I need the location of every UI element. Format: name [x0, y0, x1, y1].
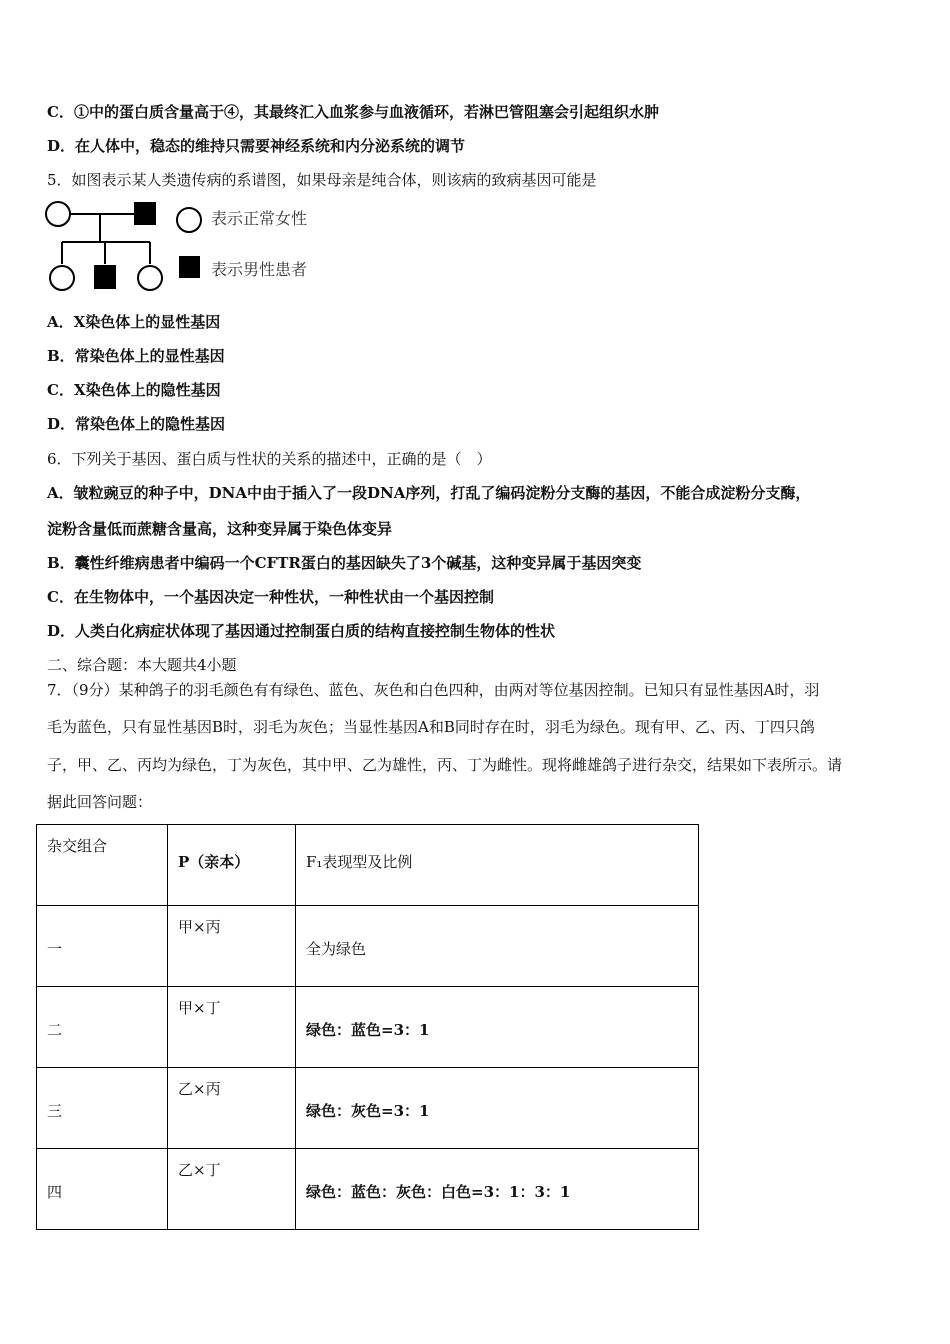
- cell-parents: 甲×丙: [168, 906, 296, 987]
- cell-cross: 一: [37, 906, 168, 987]
- table-row: [37, 987, 699, 1068]
- q6-option-c: C．在生物体中，一个基因决定一种性状，一种性状由一个基因控制: [47, 588, 494, 606]
- cross-results-table: [36, 824, 699, 1230]
- cell-parents: 甲×丁: [168, 987, 296, 1068]
- cell-cross: 三: [37, 1068, 168, 1149]
- cell-f1: 绿色：蓝色：灰色：白色=3：1：3：1: [296, 1149, 699, 1230]
- cell-cross: 二: [37, 987, 168, 1068]
- q4-option-d: D．在人体中，稳态的维持只需要神经系统和内分泌系统的调节: [47, 137, 466, 155]
- table-row: [37, 906, 699, 987]
- q6-option-b: B．囊性纤维病患者中编码一个CFTR蛋白的基因缺失了3个碱基，这种变异属于基因突变: [47, 554, 642, 572]
- cell-f1: 绿色：蓝色=3：1: [296, 987, 699, 1068]
- q6-option-d: D．人类白化病症状体现了基因通过控制蛋白质的结构直接控制生物体的性状: [47, 622, 556, 640]
- q5-option-c: C．X染色体上的隐性基因: [47, 381, 221, 399]
- q6-option-a-cont: 淀粉含量低而蔗糖含量高，这种变异属于染色体变异: [47, 520, 393, 538]
- legend-female: 表示正常女性: [211, 209, 308, 228]
- q5-option-d: D．常染色体上的隐性基因: [47, 415, 226, 433]
- cell-cross: 四: [37, 1149, 168, 1230]
- q7-line-1: 7．（9分）某种鸽子的羽毛颜色有有绿色、蓝色、灰色和白色四种，由两对等位基因控制。已知只有显性基因A时，羽: [47, 681, 820, 699]
- female-legend-icon: [176, 206, 202, 234]
- section-heading: 二、综合题：本大题共4小题: [47, 656, 237, 674]
- q5-stem: 5．如图表示某人类遗传病的系谱图，如果母亲是纯合体，则该病的致病基因可能是: [47, 171, 597, 189]
- table-header-row: [37, 825, 699, 906]
- q4-option-c: C．①中的蛋白质含量高于④，其最终汇入血浆参与血液循环，若淋巴管阻塞会引起组织水肿: [47, 103, 659, 121]
- q5-option-b: B．常染色体上的显性基因: [47, 347, 225, 365]
- header-f1: F₁表现型及比例: [296, 825, 699, 906]
- legend-male: 表示男性患者: [211, 260, 308, 279]
- header-cross: 杂交组合: [37, 825, 168, 906]
- q7-line-4: 据此回答问题：: [47, 793, 153, 811]
- table-row: [37, 1149, 699, 1230]
- table-row: [37, 1068, 699, 1149]
- q7-line-2: 毛为蓝色，只有显性基因B时，羽毛为灰色；当显性基因A和B同时存在时，羽毛为绿色。现有甲、乙、丙、丁四只鸽: [47, 718, 815, 736]
- q6-stem: 6．下列关于基因、蛋白质与性状的关系的描述中，正确的是（ ）: [47, 450, 492, 468]
- q5-option-a: A．X染色体上的显性基因: [47, 313, 221, 331]
- cell-f1: 绿色：灰色=3：1: [296, 1068, 699, 1149]
- cell-f1: 全为绿色: [296, 906, 699, 987]
- header-parents: P（亲本）: [168, 825, 296, 906]
- male-patient-legend-icon: [179, 256, 201, 280]
- cell-parents: 乙×丙: [168, 1068, 296, 1149]
- cell-parents: 乙×丁: [168, 1149, 296, 1230]
- q6-option-a: A．皱粒豌豆的种子中，DNA中由于插入了一段DNA序列，打乱了编码淀粉分支酶的基因，不能合成淀粉分支酶，: [47, 484, 811, 502]
- q7-line-3: 子，甲、乙、丙均为绿色，丁为灰色，其中甲、乙为雄性，丙、丁为雌性。现将雌雄鸽子进行杂交，结果如下表所示。请: [47, 756, 843, 774]
